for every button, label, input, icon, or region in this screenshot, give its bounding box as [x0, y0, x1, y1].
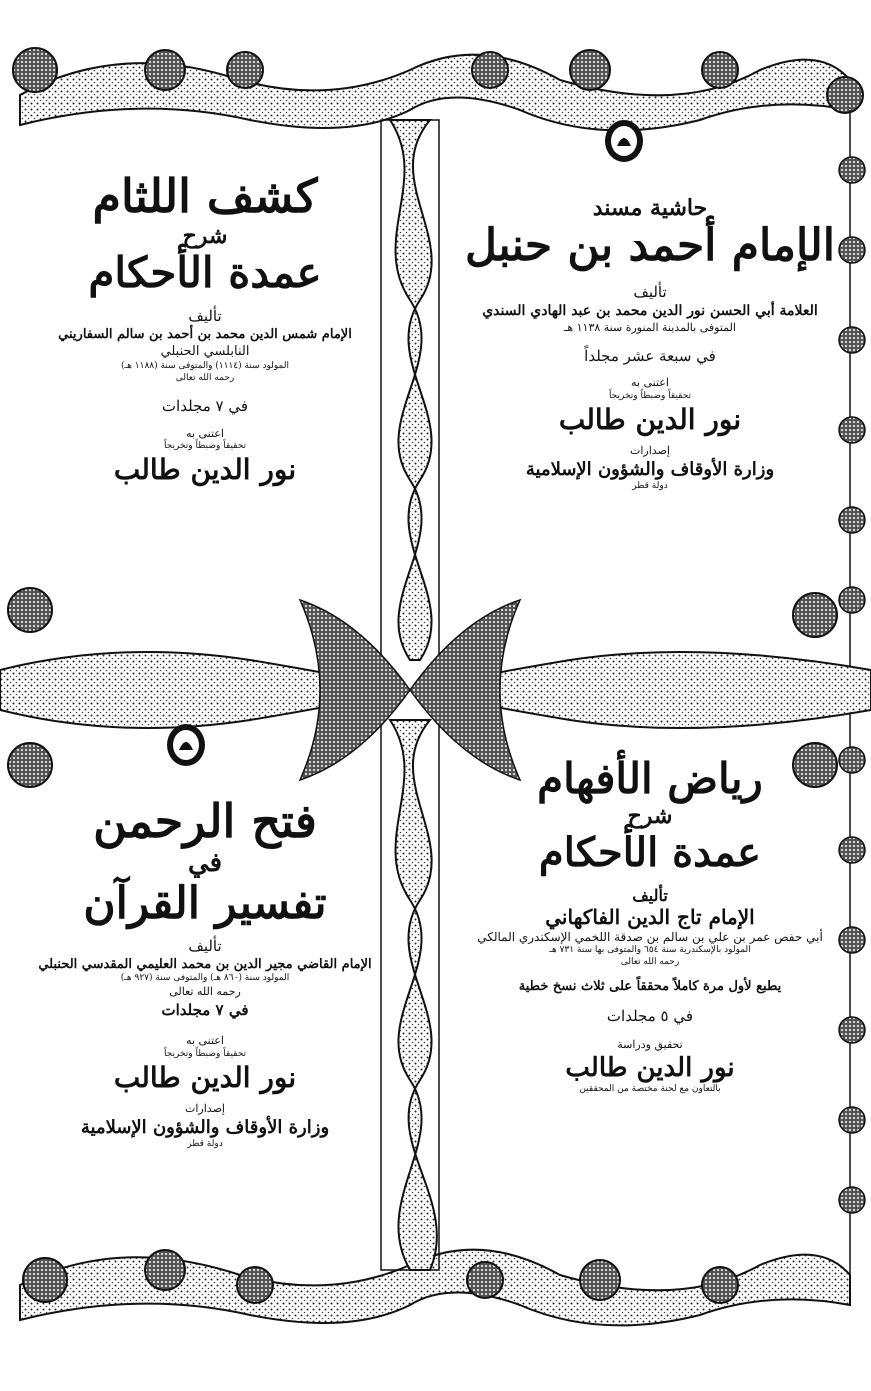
book-panel-musnad: [455, 195, 845, 492]
editor-label: تحقيق ودراسة: [617, 1038, 683, 1052]
publisher-country: دولة قطر: [632, 480, 668, 491]
author-name: الإمام تاج الدين الفاكهاني: [545, 904, 755, 929]
volume-count: في ٥ مجلدات: [606, 1006, 694, 1025]
author-fullname: أبي حفص عمر بن علي بن سالم بن صدقة اللخمي الإسكندري المالكي: [477, 929, 823, 944]
book-title: رياض الأفهام: [537, 754, 763, 803]
author-death: المتوفى بالمدينة المنورة سنة ١١٣٨ هـ: [564, 321, 736, 335]
book-title: الإمام أحمد بن حنبل: [465, 220, 835, 272]
volume-count: في ٧ مجلدات: [161, 397, 249, 416]
publisher-label: إصدارات: [185, 1102, 225, 1116]
author-label: تأليف: [188, 936, 222, 955]
ministry-emblem-icon: [165, 722, 207, 768]
sharh-label: شرح: [627, 803, 673, 830]
book-subtitle: حاشية مسند: [592, 195, 708, 221]
volume-count: في ٧ مجلدات: [161, 1001, 249, 1019]
editor-note: بالتعاون مع لجنة مختصة من المحققين: [579, 1084, 721, 1095]
editor-name: نور الدين طالب: [558, 402, 742, 436]
fi-label: في: [187, 847, 223, 878]
author-mercy: رحمه الله تعالى: [620, 956, 680, 967]
editor-label: اعتنى به: [631, 376, 669, 390]
author-name: العلامة أبي الحسن نور الدين محمد بن عبد الهادي السندي: [482, 303, 818, 320]
book-title: فتح الرحمن: [93, 794, 317, 848]
publisher-label: إصدارات: [630, 444, 670, 458]
author-dates: المولود سنة (١١١٤) والمتوفى سنة (١١٨٨ هـ): [121, 360, 289, 371]
publisher-name: وزارة الأوقاف والشؤون الإسلامية: [80, 1117, 330, 1139]
book-panel-riyad: [455, 755, 845, 1096]
edition-note: يطبع لأول مرة كاملاً محققاً على ثلاث نسخ خطية: [518, 979, 782, 995]
editor-role: تحقيقاً وضبطاً وتخريجاً: [163, 441, 247, 452]
author-label: تأليف: [188, 306, 222, 325]
book-title-secondary: عمدة الأحكام: [88, 248, 322, 298]
ministry-emblem-icon: [603, 118, 645, 164]
volume-count: في سبعة عشر مجلداً: [584, 346, 716, 365]
author-mercy: رحمه الله تعالى: [169, 985, 241, 999]
book-title: كشف اللثام: [92, 169, 318, 223]
editor-name: نور الدين طالب: [113, 1060, 297, 1094]
editor-label: اعتنى به: [186, 1034, 224, 1048]
book-panel-fath: [20, 795, 390, 1151]
author-dates: المولود بالإسكندرية سنة ٦٥٤ والمتوفى بها سنة ٧٣١ هـ: [549, 945, 751, 956]
sharh-label: شرح: [182, 222, 228, 249]
author-name: الإمام القاضي مجير الدين بن محمد العليمي المقدسي الحنبلي: [38, 956, 372, 972]
book-panel-kashf: [20, 170, 390, 487]
editor-name: نور الدين طالب: [565, 1053, 735, 1084]
author-label: تأليف: [633, 282, 667, 301]
publisher-country: دولة قطر: [187, 1138, 223, 1149]
author-dates: المولود سنة (٨٦٠ هـ) والمتوفى سنة (٩٢٧ هـ): [120, 973, 290, 984]
editor-role: تحقيقاً وضبطاً وتخريجاً: [608, 391, 692, 402]
book-title-secondary: عمدة الأحكام: [538, 828, 762, 876]
author-mercy: رحمه الله تعالى: [175, 372, 235, 383]
publisher-name: وزارة الأوقاف والشؤون الإسلامية: [525, 459, 775, 481]
editor-label: اعتنى به: [186, 426, 224, 440]
book-title-secondary: تفسير القرآن: [83, 878, 327, 930]
editor-role: تحقيقاً وضبطاً وتخريجاً: [163, 1049, 247, 1060]
author-label: تأليف: [632, 885, 668, 905]
editor-name: نور الدين طالب: [113, 453, 297, 487]
author-name: الإمام شمس الدين محمد بن أحمد بن سالم السفاريني: [58, 326, 352, 342]
author-name-cont: النابلسي الحنبلي: [160, 344, 250, 360]
